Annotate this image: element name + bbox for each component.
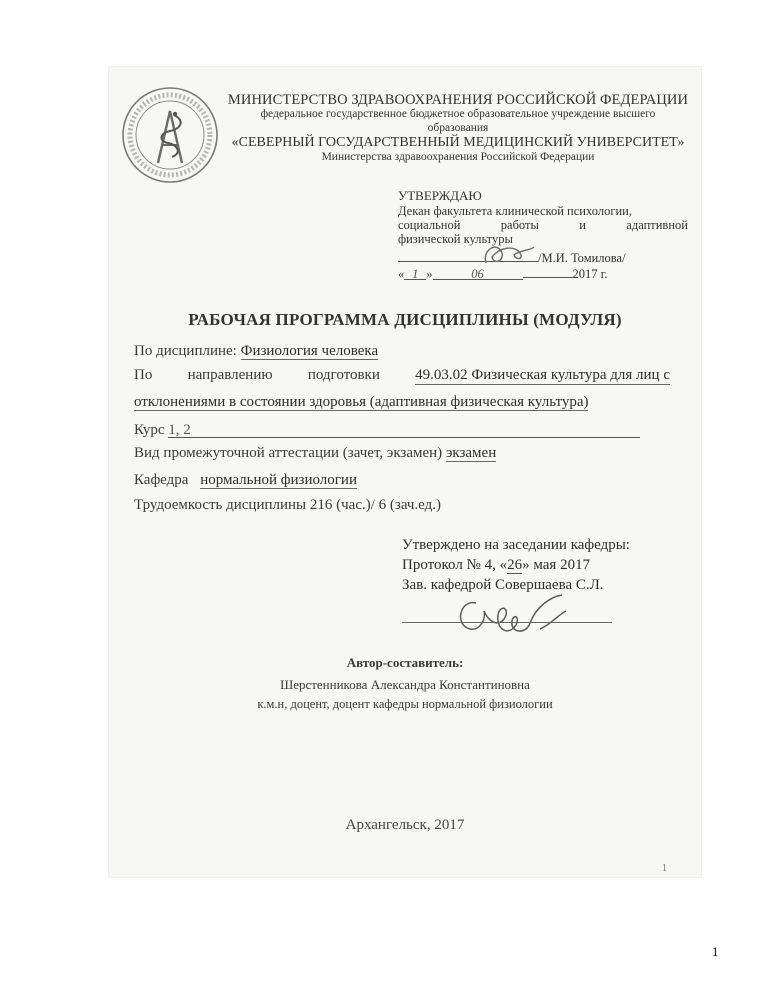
institution-type-line1: федеральное государственное бюджетное образовательное учреждение высшего (260, 108, 656, 120)
head-signature-icon (446, 585, 576, 645)
author-label: Автор-составитель: (346, 655, 464, 670)
direction-value-line2: отклонениями в состоянии здоровья (адаптивная физическая культура) (134, 394, 589, 410)
direction-label-word: направлению (187, 367, 273, 383)
approval-word: адаптивной (626, 218, 688, 232)
attestation-label: Вид промежуточной аттестации (зачет, экзамен) (134, 445, 443, 461)
approval-month: 06 (433, 267, 523, 280)
institution-type-line2: образования (427, 122, 489, 134)
date-open-quote: « (398, 267, 405, 281)
approval-dean-line3: физической культуры (398, 232, 513, 246)
date-close-quote: » (426, 267, 433, 281)
department-value: нормальной физиологии (200, 472, 357, 488)
approval-signer: /М.И. Томилова/ (538, 251, 626, 265)
department-label: Кафедра (134, 472, 189, 488)
scanned-page-number: 1 (662, 863, 667, 874)
course-value: 1, 2 (168, 422, 640, 438)
attestation-field (134, 445, 496, 462)
page-number: 1 (712, 944, 719, 959)
approval-day: 1 (404, 267, 426, 280)
discipline-value: Физиология человека (240, 343, 379, 359)
direction-value-line1: 49.03.02 Физическая культура для лиц с (415, 367, 670, 383)
approval-word: и (579, 218, 586, 232)
direction-field-continued (134, 394, 588, 411)
protocol-day: 26 (507, 557, 523, 573)
approval-word: социальной (398, 218, 461, 232)
workload-field: Трудоемкость дисциплины 216 (час.)/ 6 (зач.ед.) (134, 497, 442, 513)
confirmation-protocol (402, 557, 590, 574)
approval-word: работы (500, 218, 539, 232)
discipline-field (134, 343, 378, 360)
protocol-prefix: Протокол № 4, « (402, 557, 508, 573)
discipline-label: По дисциплине: (134, 343, 237, 359)
author-position: к.м.н, доцент, доцент кафедры нормальной физиологии (257, 697, 553, 711)
approval-dean-line1: Декан факультета клинической психологии, (398, 204, 632, 218)
approval-heading: УТВЕРЖДАЮ (398, 188, 482, 203)
document-title: РАБОЧАЯ ПРОГРАММА ДИСЦИПЛИНЫ (МОДУЛЯ) (188, 310, 622, 329)
attestation-value: экзамен (445, 445, 497, 461)
approval-dean-line2 (398, 218, 688, 233)
ministry-short: Министерства здравоохранения Российской Федерации (321, 151, 595, 163)
ministry-name: МИНИСТЕРСТВО ЗДРАВООХРАНЕНИЯ РОССИЙСКОЙ ФЕДЕРАЦИИ (227, 92, 689, 108)
university-seal-icon (120, 85, 220, 185)
head-of-department: Зав. кафедрой Совершаева С.Л. (402, 577, 604, 593)
confirmation-line1: Утверждено на заседании кафедры: (402, 537, 630, 553)
direction-field (134, 367, 670, 385)
protocol-suffix: » мая 2017 (522, 557, 591, 573)
university-name: «СЕВЕРНЫЙ ГОСУДАРСТВЕННЫЙ МЕДИЦИНСКИЙ УНИВЕРСИТЕТ» (231, 135, 685, 150)
course-label: Курс (134, 422, 165, 438)
approval-year: 2017 г. (572, 267, 608, 281)
author-name: Шерстенникова Александра Константиновна (280, 677, 530, 692)
direction-label-word: По (134, 367, 153, 383)
dean-signature-icon (480, 239, 536, 273)
department-field (134, 472, 357, 489)
course-field (134, 422, 640, 439)
city-year: Архангельск, 2017 (345, 817, 465, 833)
direction-label-word: подготовки (307, 367, 380, 383)
